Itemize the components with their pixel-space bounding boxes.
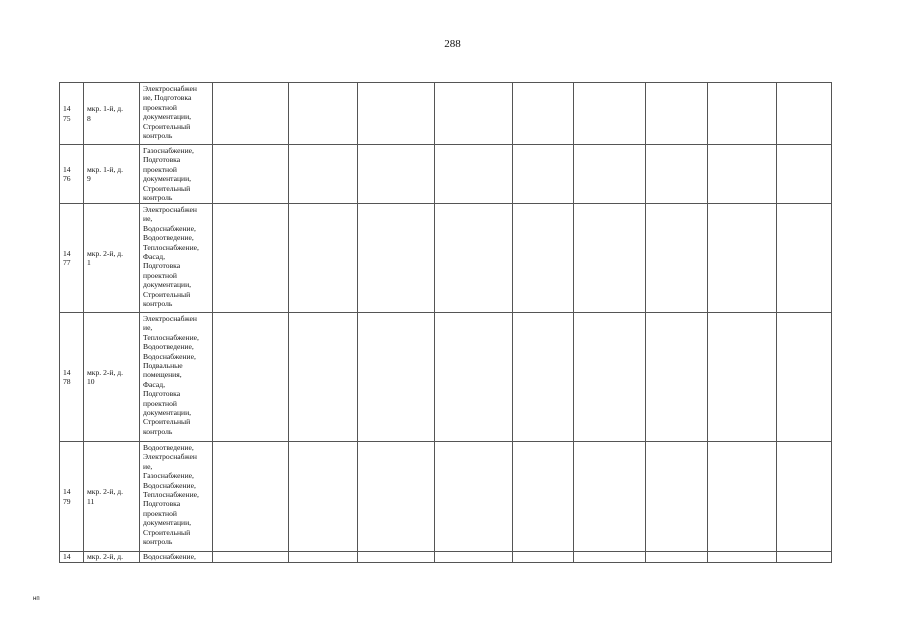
table-row [60,313,832,442]
empty-cell [708,145,777,204]
empty-cell [289,83,358,145]
row-number: 14 77 [60,204,84,313]
empty-cell [358,552,435,563]
row-address: мкр. 2-й, д. 1 [84,204,140,313]
empty-cell [574,83,646,145]
empty-cell [213,145,289,204]
empty-cell [574,313,646,442]
empty-cell [213,204,289,313]
empty-cell [358,204,435,313]
row-address: мкр. 2-й, д. 10 [84,313,140,442]
empty-cell [708,83,777,145]
row-number: 14 79 [60,442,84,552]
table-row [60,442,832,552]
empty-cell [646,552,708,563]
row-address: мкр. 1-й, д. 8 [84,83,140,145]
empty-cell [574,204,646,313]
empty-cell [213,552,289,563]
row-address: мкр. 2-й, д. [84,552,140,563]
empty-cell [513,83,574,145]
empty-cell [435,313,513,442]
empty-cell [777,83,832,145]
empty-cell [777,442,832,552]
empty-cell [646,145,708,204]
empty-cell [513,204,574,313]
empty-cell [513,552,574,563]
empty-cell [213,313,289,442]
empty-cell [358,442,435,552]
row-works: Электроснабжен ие, Подготовка проектной документации, Строительный контроль [140,83,213,145]
row-works: Электроснабжен ие, Водоснабжение, Водоотведение, Теплоснабжение, Фасад, Подготовка проектной документации, Строительный контроль [140,204,213,313]
empty-cell [435,442,513,552]
empty-cell [289,552,358,563]
works-table [59,82,832,563]
row-works: Газоснабжение, Подготовка проектной документации, Строительный контроль [140,145,213,204]
table-row [60,552,832,563]
empty-cell [513,145,574,204]
empty-cell [289,204,358,313]
empty-cell [646,204,708,313]
empty-cell [213,83,289,145]
empty-cell [777,552,832,563]
empty-cell [513,313,574,442]
table-row [60,204,832,313]
empty-cell [777,204,832,313]
row-address: мкр. 1-й, д. 9 [84,145,140,204]
empty-cell [358,83,435,145]
row-address: мкр. 2-й, д. 11 [84,442,140,552]
page-number: 288 [444,38,461,50]
empty-cell [435,552,513,563]
empty-cell [708,204,777,313]
table-row [60,83,832,145]
empty-cell [513,442,574,552]
works-table-container [59,82,832,563]
empty-cell [289,145,358,204]
footer-mark: нп [33,596,40,602]
table-body [60,83,832,563]
empty-cell [708,442,777,552]
empty-cell [777,313,832,442]
empty-cell [358,313,435,442]
row-works: Электроснабжен ие, Теплоснабжение, Водоотведение, Водоснабжение, Подвальные помещения, Фасад, Подготовка проектной документации, Строительный контроль [140,313,213,442]
empty-cell [289,442,358,552]
empty-cell [435,145,513,204]
empty-cell [646,442,708,552]
empty-cell [708,313,777,442]
row-works: Водоснабжение, [140,552,213,563]
empty-cell [777,145,832,204]
empty-cell [646,83,708,145]
empty-cell [435,204,513,313]
empty-cell [574,442,646,552]
row-number: 14 75 [60,83,84,145]
empty-cell [435,83,513,145]
empty-cell [574,145,646,204]
empty-cell [708,552,777,563]
empty-cell [289,313,358,442]
row-number: 14 76 [60,145,84,204]
row-number: 14 78 [60,313,84,442]
empty-cell [213,442,289,552]
row-number: 14 [60,552,84,563]
row-works: Водоотведение, Электроснабжен ие, Газоснабжение, Водоснабжение, Теплоснабжение, Подготовка проектной документации, Строительный контроль [140,442,213,552]
empty-cell [646,313,708,442]
empty-cell [574,552,646,563]
table-row [60,145,832,204]
empty-cell [358,145,435,204]
